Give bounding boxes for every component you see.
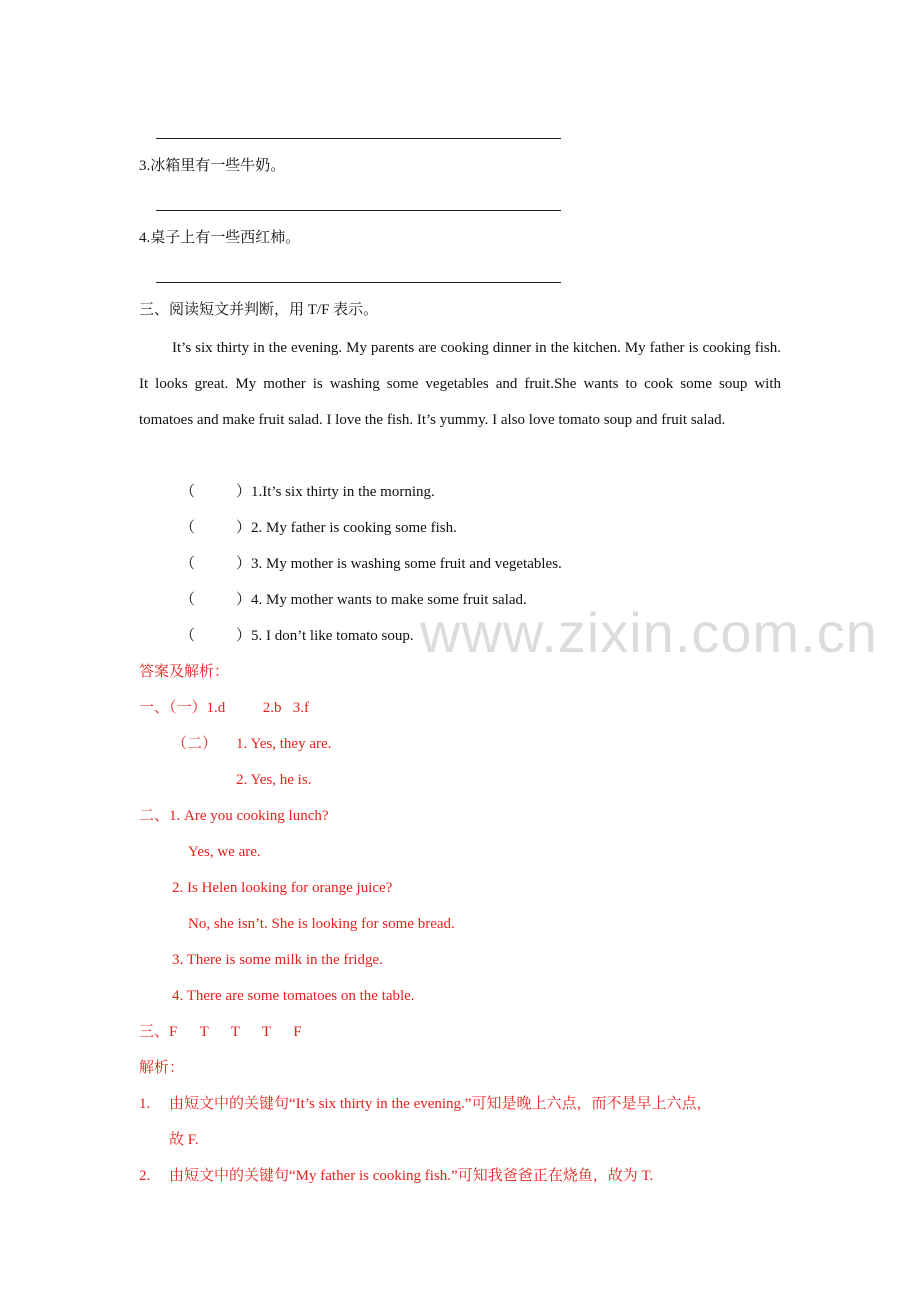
analysis-title: 解析： [139,1060,185,1076]
analysis-item-2 [139,1166,653,1186]
tf-item-text: 3. My mother is washing some fruit and vegetables. [251,556,562,572]
answer-bracket[interactable]: （ [180,628,196,644]
answer-line-3 [156,210,561,211]
tf-item-text: 5. I don’t like tomato soup. [251,628,414,644]
answers-title: 答案及解析： [139,664,230,680]
answers-part2-2q: 2. Is Helen looking for orange juice? [172,880,393,896]
reading-passage-text: It’s six thirty in the evening. My parents are cooking dinner in the kitchen. My father is cooking fish. It looks great. My mother is washing some vegetables and fruit.She wants to cook some soup with tomatoes and make fruit salad. I love the fish. It’s yummy. I also love tomato soup and fruit salad. [139,340,781,428]
answers-part1b-1: 1. Yes, they are. [236,736,332,752]
section-3-heading: 三、阅读短文并判断，用 T/F 表示。 [139,302,379,318]
answer-bracket[interactable]: （ [180,520,196,536]
answer-bracket[interactable]: （ [180,592,196,608]
analysis-item-1 [139,1094,711,1114]
answers-part2-4: 4. There are some tomatoes on the table. [172,988,415,1004]
tf-item-3: （ ）3. My mother is washing some fruit and vegetables. [180,556,562,572]
answers-part1b-label: （二） [172,736,218,752]
question-4: 4.桌子上有一些西红柿。 [139,230,301,246]
analysis-text: 由短文中的关键句“It’s six thirty in the evening.”可知是晚上六点，而不是早上六点， [169,1096,712,1112]
tf-item-text: 4. My mother wants to make some fruit salad. [251,592,527,608]
tf-item-2: （ ）2. My father is cooking some fish. [180,520,457,536]
answer-bracket[interactable]: （ [180,556,196,572]
answers-part2-3: 3. There is some milk in the fridge. [172,952,383,968]
answers-part2-1a: Yes, we are. [188,844,261,860]
answer-line-2 [156,138,561,139]
answers-part2-2a: No, she isn’t. She is looking for some bread. [188,916,455,932]
watermark: www.zixin.com.cn [420,601,878,664]
analysis-number: 1. [139,1096,151,1112]
answers-part1b-2: 2. Yes, he is. [236,772,312,788]
answer-line-4 [156,282,561,283]
tf-item-5: （ ）5. I don’t like tomato soup. [180,628,414,644]
reading-passage [139,330,781,438]
tf-item-1: （ ）1.It’s six thirty in the morning. [180,484,435,500]
analysis-text: 由短文中的关键句“My father is cooking fish.”可知我爸爸正在烧鱼，故为 T. [169,1168,654,1184]
tf-item-text: 1.It’s six thirty in the morning. [251,484,435,500]
answers-part1a: 一、（一）1.d 2.b 3.f [139,700,309,716]
answers-part3: 三、F T T T F [139,1024,302,1040]
answers-part2-1q: 二、1. Are you cooking lunch? [139,808,329,824]
answer-bracket[interactable]: （ [180,484,196,500]
analysis-number: 2. [139,1168,151,1184]
question-3: 3.冰箱里有一些牛奶。 [139,158,286,174]
tf-item-4: （ ）4. My mother wants to make some fruit salad. [180,592,527,608]
tf-item-text: 2. My father is cooking some fish. [251,520,457,536]
analysis-item-1-cont: 故 F. [169,1132,199,1148]
